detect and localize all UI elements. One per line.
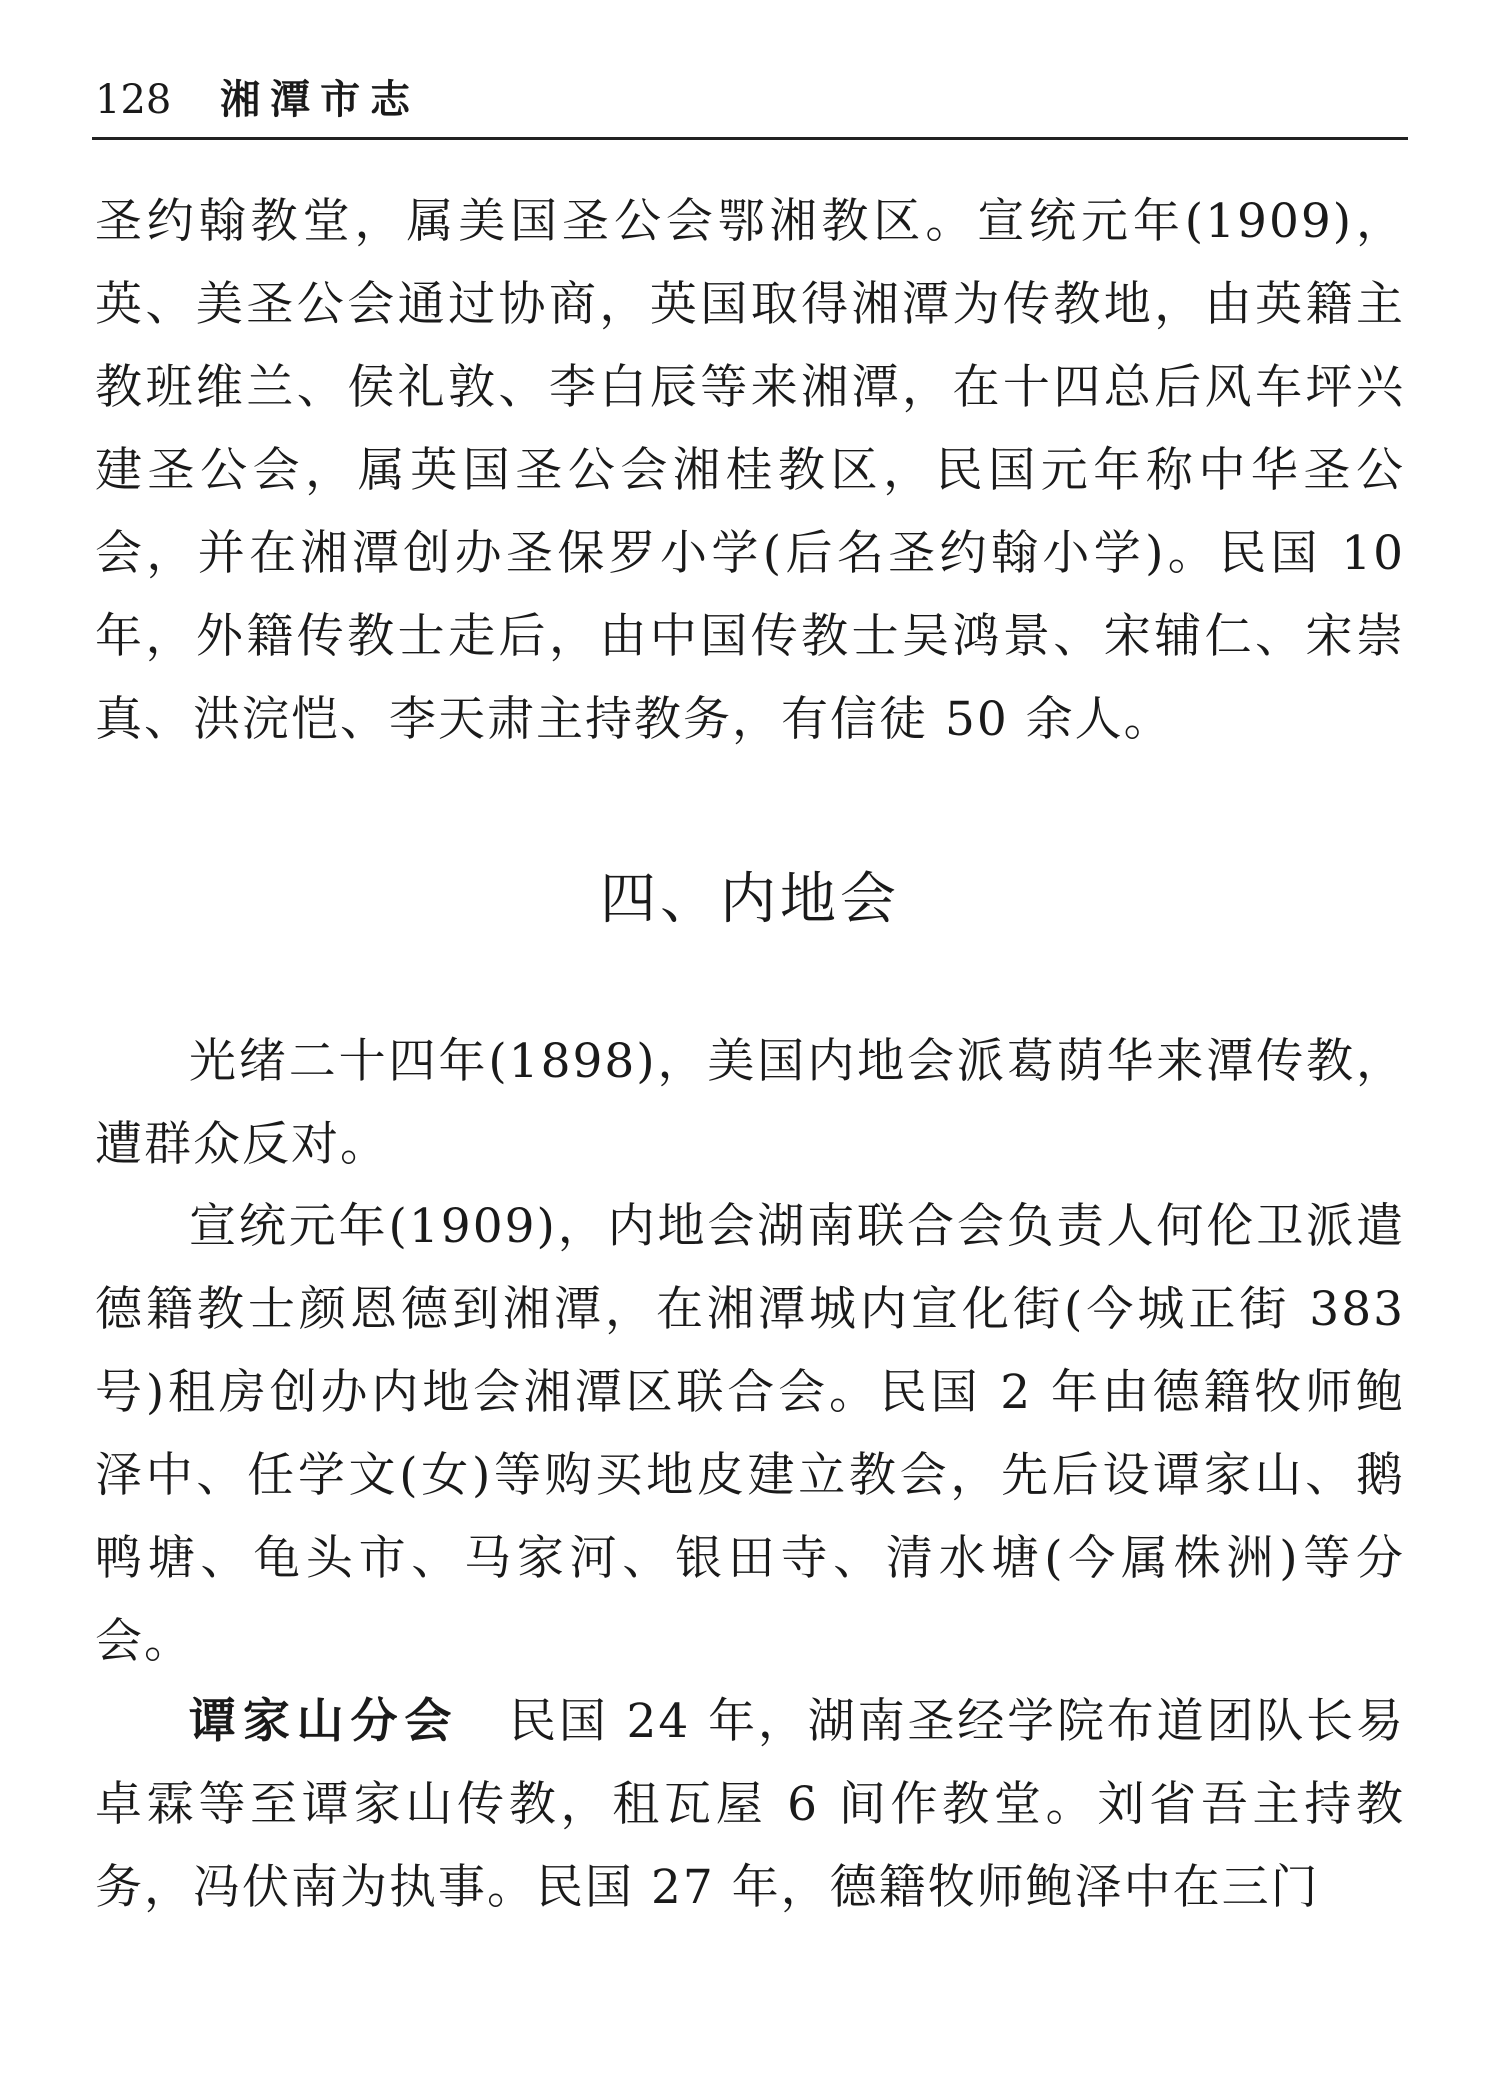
run-in-heading: 谭家山分会 — [189, 1694, 459, 1749]
running-head-title: 湘潭市志 — [220, 76, 421, 123]
paragraph-continued: 圣约翰教堂，属美国圣公会鄂湘教区。宣统元年(1909)，英、美圣公会通过协商，英国取得湘潭为传教地，由英籍主教班维兰、侯礼敦、李白辰等来湘潭，在十四总后风车坪兴建圣公会，属英国圣公会湘桂教区，民国元年称中华圣公会，并在湘潭创办圣保罗小学(后名圣约翰小学)。民国 10 年，外籍传教士走后，由中国传教士吴鸿景、宋辅仁、宋崇真、洪浣恺、李天肃主持教务，有信徒 50 余人。 — [95, 194, 1405, 747]
section-heading: 四、内地会 — [600, 867, 900, 932]
paragraph-guangxu: 光绪二十四年(1898)，美国内地会派葛荫华来潭传教，遭群众反对。 — [95, 1034, 1405, 1172]
page-header — [95, 70, 1405, 130]
paragraph-tanjiashan-text: 民国 24 年，湖南圣经学院布道团队长易卓霖等至谭家山传教，租瓦屋 6 间作教堂。刘省吾主持教务，冯伏南为执事。民国 27 年，德籍牧师鲍泽中在三门 — [95, 1694, 1406, 1915]
paragraph-xuantong: 宣统元年(1909)，内地会湖南联合会负责人何伦卫派遣德籍教士颜恩德到湘潭，在湘潭城内宣化街(今城正街 383 号)租房创办内地会湘潭区联合会。民国 2 年由德籍牧师鲍泽中、任学文(女)等购买地皮建立教会，先后设谭家山、鹅鸭塘、龟头市、马家河、银田寺、清水塘(今属株洲)等分会。 — [95, 1199, 1405, 1669]
page-number: 128 — [95, 77, 172, 123]
paragraph-tanjiashan — [95, 1680, 1405, 1929]
header-rule — [92, 137, 1408, 140]
